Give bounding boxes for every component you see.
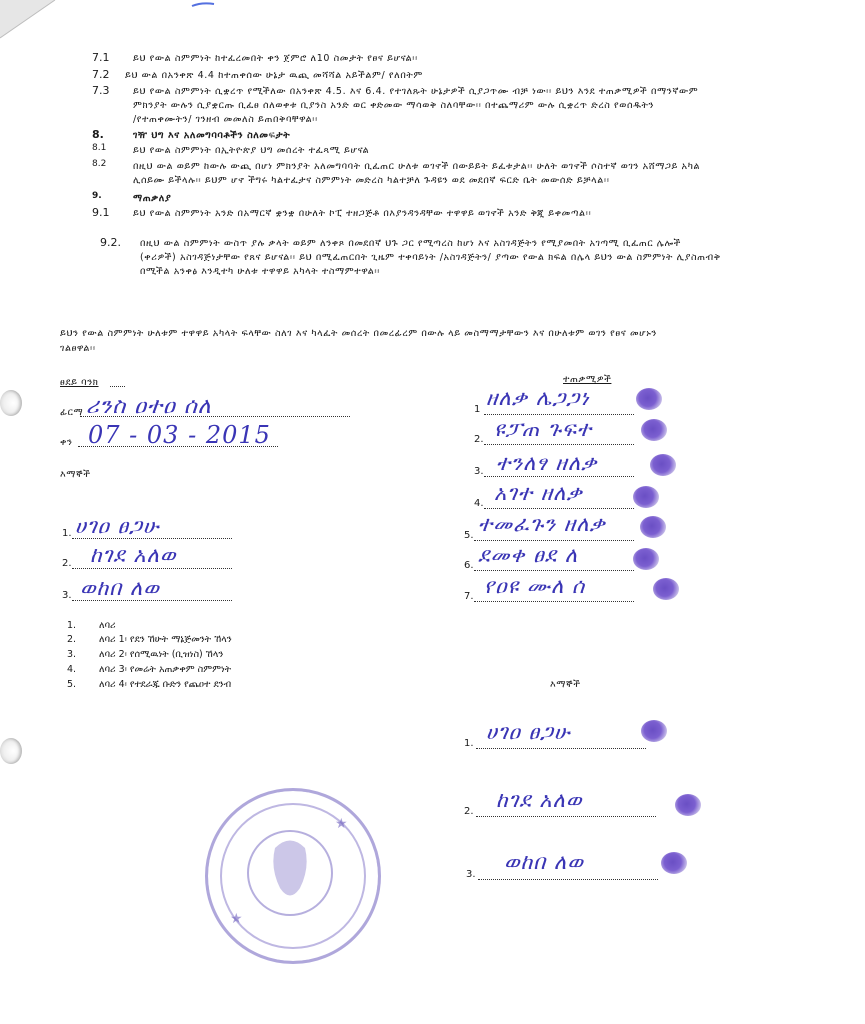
closing-statement: ገልፀዋል፡፡ [60, 343, 96, 354]
beneficiary-signature: ዩፓጠ ጉፍተ [494, 417, 593, 441]
clause-text: ይህ ውል በአንቀጽ 4.4 ከተጠቀሰው ሁኔታ ዉጪ መሻሻል አይችልም/ የለበትም [125, 70, 423, 81]
thumbprint [640, 516, 666, 538]
page-corner-fold [0, 0, 80, 40]
attachment-label: ለባሪ 1፡ የደን ኸሁት ማኔጅመንት ኸላን [99, 634, 232, 645]
signing-date: 07 - 03 - 2015 [88, 421, 271, 449]
right-witness-signature: ወከበ ለወ [504, 850, 584, 874]
attachment-number: 1. [67, 620, 77, 631]
left-witness-signature: ወከበ ለወ [80, 576, 160, 600]
beneficiary-number: 6. [464, 560, 474, 571]
beneficiary-line [474, 601, 634, 602]
clause-number: 7.2 [92, 68, 110, 81]
thumbprint [675, 794, 701, 816]
clause-number: 8.2 [92, 159, 107, 169]
thumbprint [661, 852, 687, 874]
punch-hole-bottom [0, 738, 22, 764]
attachment-label: ለባሪ 2፡ የሰሚዉነት (ቢዝነስ) ኸላን [99, 649, 224, 660]
clause-text: ይህ የውል ስምምነት ሲቋረጥ የሚችለው በአንቀጽ 4.5. እና 6.4. የተገለጹት ሁኔታዎች ሲያጋጥሙ ብቻ ነው፡፡ ይህን እንደ ተጠቃሚዎች በማንኛውም [133, 86, 699, 97]
attachment-label: ለባሪ 3፡ የመሬት አጠቃቀም ስምምነት [99, 664, 232, 675]
beneficiary-line [484, 414, 634, 415]
attachment-number: 4. [67, 664, 77, 675]
svg-text:★: ★ [230, 911, 243, 927]
beneficiary-signature: ደመቀ ፀደ ለ [478, 543, 579, 567]
clause-text: /የተጠቀሙትን/ ገንዘብ መመለስ ይጠበቅባቸዋል፡፡ [133, 114, 318, 125]
beneficiary-number: 5. [464, 530, 474, 541]
thumbprint [641, 720, 667, 742]
right-witnesses-label: እማኞች [550, 679, 581, 690]
witness-number: 1. [62, 528, 72, 539]
section-number: 8. [92, 128, 104, 141]
beneficiary-number: 7. [464, 591, 474, 602]
bank-label: ፀደይ ባንክ [60, 377, 99, 388]
thumbprint [633, 548, 659, 570]
beneficiary-line [474, 540, 634, 541]
clause-text: በዚህ ውል ወይም ከውሉ ውጪ በሆነ ምክንያት አለመግባባት ቢፈጠር ሁለቱ ወገኖች በውይይት ይፈቱታል፡፡ ሁለት ወገኖች ሶስተኛ ወገን አሸማጋይ አካል [133, 161, 701, 172]
attachment-label: ለባሪ [99, 620, 116, 631]
beneficiary-number: 1 [474, 404, 481, 415]
beneficiaries-label: ተጠቃሚዎች [563, 374, 612, 385]
beneficiary-line [474, 570, 634, 571]
beneficiary-line [484, 508, 634, 509]
section-number: 9. [92, 191, 102, 201]
attachment-label: ለባሪ 4፡ የተደራጁ ቡድን የጨዐተ ደንብ [99, 679, 232, 690]
section-heading: ገዥ ህግ እና አለመግባባቶችን ስለመፍታት [133, 130, 291, 141]
witness-line [476, 748, 646, 749]
witness-line [72, 568, 232, 569]
ink-mark [190, 0, 220, 10]
beneficiary-signature: የዐዩ ሙለ ሰ [484, 574, 586, 598]
left-witnesses-label: እማኞች [60, 469, 91, 480]
beneficiary-signature: ተመፈጉን ዘለቃ [478, 512, 606, 536]
closing-statement: ይህን የውል ስምምነት ሁለቱም ተዋዋይ አካላት ፍላቸው ስለገ እና ካላፈት መሰረት በመረፊረም በውሉ ላይ መስማማታቸውን እና በሁለቱም ወገን የፀና መሆኑን [60, 328, 658, 339]
right-witness-signature: ሀገዐ ፀጋሁ [486, 720, 571, 744]
beneficiary-number: 2. [474, 434, 484, 445]
attachment-number: 3. [67, 649, 77, 660]
beneficiary-signature: ተንለፃ ዘለቃ [496, 451, 598, 475]
witness-number: 2. [464, 806, 474, 817]
beneficiary-number: 3. [474, 466, 484, 477]
bank-underline [110, 386, 125, 387]
witness-number: 3. [62, 590, 72, 601]
clause-text: ይህ የውል ስምምነት አንድ በአማርኛ ቋንቋ በሁለት ኮፒ ተዘጋጅቶ በእያንዳንዳቸው ተዋዋይ ወገኖች አንድ ቅጂ ይቀመጣል፡፡ [133, 208, 592, 219]
attachment-number: 2. [67, 634, 77, 645]
beneficiary-line [484, 444, 634, 445]
official-seal [205, 788, 381, 964]
svg-text:★: ★ [335, 816, 348, 832]
thumbprint [636, 388, 662, 410]
clause-number: 8.1 [92, 143, 107, 153]
clause-text: ምክንያት ውሉን ሲያቋርጡ ቢፈፀ ሰለወቀቱ ቢያንስ አንድ ወር ቀድመው ማሳወቅ ስለባቸው፡፡ በተጨማሪም ውሉ ሲቋረጥ ድረስ የወሰዱትን [133, 100, 655, 111]
witness-number: 3. [466, 869, 476, 880]
thumbprint [641, 419, 667, 441]
thumbprint [633, 486, 659, 508]
witness-line [476, 816, 656, 817]
thumbprint [650, 454, 676, 476]
clause-text: በሚችል አንቀፅ እንዲተካ ሁለቱ ተዋዋይ አካላት ተስማምተዋል፡፡ [140, 266, 381, 277]
left-witness-signature: ሀገዐ ፀጋሁ [75, 514, 160, 538]
seal-emblem [205, 788, 375, 958]
right-witness-signature: ከገደ አለወ [496, 788, 583, 812]
section-heading: ማጠቃለያ [133, 193, 172, 204]
clause-text: ይህ የውል ስምምነት ከተፈረመበት ቀን ጀምሮ ለ10 ስመታት የፀና ይሆናል፡፡ [133, 53, 418, 64]
clause-number: 7.3 [92, 84, 110, 97]
date-label: ቀን [60, 437, 73, 448]
beneficiary-number: 4. [474, 498, 484, 509]
bank-signature: ሪንስ ዐተዐ ሰለ [86, 394, 212, 419]
clause-number: 9.2. [100, 236, 121, 249]
beneficiary-line [484, 476, 634, 477]
clause-text: ይህ የውል ስምምነት በኢትዮጵያ ህግ መሰረት ተፈጻሚ ይሆናል [133, 145, 370, 156]
beneficiary-signature: አገተ ዘለቃ [494, 481, 583, 505]
left-witness-signature: ከገደ አለወ [90, 543, 177, 567]
clause-text: (ቀሪዎች) አስገዳጅነታቸው የጸና ይሆናል፡፡ ይህ በሚፈጠርበት ጊዜም ተቀባይነት /አስገዳጅትን/ ያጣው የውል ክፍል በሌላ ይህን ውል ስምምነት ሊያስጠብቅ [140, 252, 721, 263]
signature-label: ፊርማ [60, 407, 84, 418]
witness-line [478, 879, 658, 880]
attachment-number: 5. [67, 679, 77, 690]
witness-number: 2. [62, 558, 72, 569]
beneficiary-signature: ዘለቃ ሌጋጋነ [486, 386, 590, 410]
clause-number: 7.1 [92, 51, 110, 64]
clause-number: 9.1 [92, 206, 110, 219]
thumbprint [653, 578, 679, 600]
clause-text: በዚህ ውል ስምምነት ውስጥ ያሉ ቃላት ወይም ለንቀጾ በመደበኛ ህጉ ጋር የሚጣረስ ከሆነ እና አስገዳጅትን የሚያመበት አገጣሚ ቢፈጠር ሌሎች [140, 238, 681, 249]
punch-hole-top [0, 390, 22, 416]
witness-number: 1. [464, 738, 474, 749]
clause-text: ሊሰይሙ ይችላሉ፡፡ ይህም ሆኖ ችግሩ ካልተፈታና ስምምነት መድረስ ካልተቻለ ጉዳዩን ወደ መደበኛ ፍርድ ቤት መውሰድ ይቻላል፡፡ [133, 175, 610, 186]
